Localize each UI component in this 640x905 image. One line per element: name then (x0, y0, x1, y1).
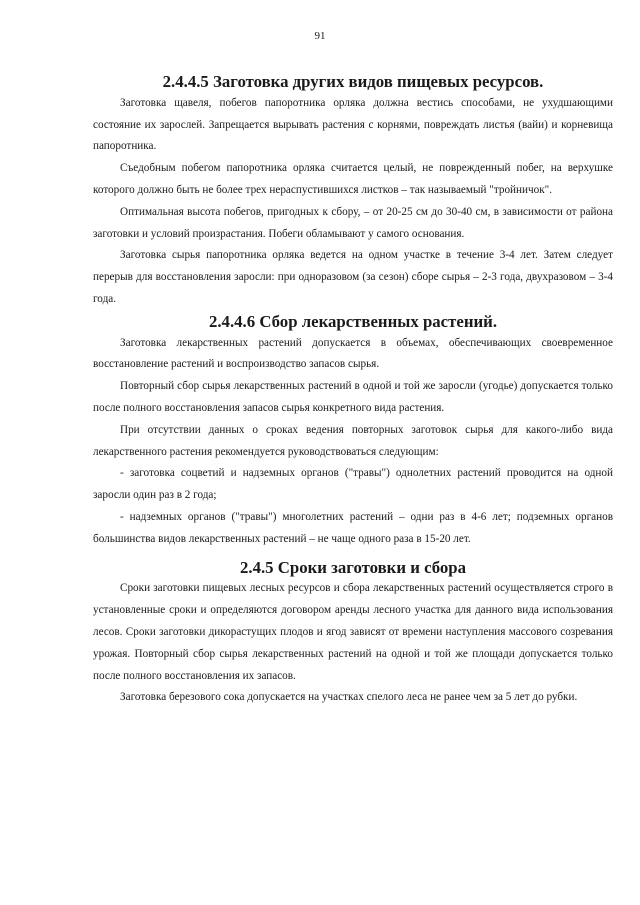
section-other-food-resources (93, 71, 613, 311)
list-item: - надземных органов ("травы") многолетних растений – одни раз в 4-6 лет; подземных органов большинства видов лекарственных растений – не чаще одного раза в 15-20 лет. (93, 510, 613, 545)
paragraph: Повторный сбор сырья лекарственных растений в одной и той же заросли (угодье) допускается только после полного восстановления запасов сырья конкретного вида растения. (93, 380, 613, 414)
section-heading: 2.4.4.5 Заготовка других видов пищевых ресурсов. (162, 72, 544, 91)
paragraph: Заготовка щавеля, побегов папоротника орляка должна вестись способами, не ухудшающими состояние их зарослей. Запрещается вырывать растения с корнями, повреждать листья (вайи) и корневища папоротника. (93, 96, 613, 153)
section-heading: 2.4.5 Сроки заготовки и сбора (239, 557, 467, 577)
document-body (93, 71, 613, 709)
paragraph: Оптимальная высота побегов, пригодных к сбору, – от 20-25 см до 30-40 см, в зависимости от района заготовки и условий произрастания. Побеги обламывают у самого основания. (93, 205, 613, 240)
paragraph: Заготовка березового сока допускается на участках спелого леса не ранее чем за 5 лет до рубки. (120, 691, 578, 704)
paragraph: Заготовка лекарственных растений допускается в объемах, обеспечивающих своевременное восстановление растений и воспроизводство запасов сырья. (93, 336, 613, 371)
paragraph: Съедобным побегом папоротника орляка считается целый, не поврежденный побег, на верхушке которого должно быть не более трех нераспустившихся листков – так называемый "тройничок". (93, 162, 613, 196)
section-heading: 2.4.4.6 Сбор лекарственных растений. (208, 311, 498, 331)
list-item: - заготовка соцветий и надземных органов ("травы") однолетних растений проводится на одной заросли один раз в 2 года; (93, 467, 613, 502)
paragraph: При отсутствии данных о сроках ведения повторных заготовок сырья для какого-либо вида лекарственного растения рекомендуется руководствоваться следующим: (93, 423, 613, 458)
paragraph: Заготовка сырья папоротника орляка ведется на одном участке в течение 3-4 лет. Затем следует перерыв для восстановления заросли: при одноразовом (за сезон) сборе сырья – 2-3 года, двухразовом – 3-4 года. (93, 249, 613, 305)
section-medicinal-plants (93, 311, 613, 551)
paragraph: Сроки заготовки пищевых лесных ресурсов и сбора лекарственных растений осуществляется строго в установленные сроки и определяются договором аренды лесного участка для данного вида использования лесов. Сроки заготовки дикорастущих плодов и ягод зависят от времени наступления массового созревания урожая. Повторный сбор сырья лекарственных растений на одной и той же площади допускается только после полного восстановления их запасов. (93, 582, 613, 682)
page-number: 91 (314, 30, 326, 42)
section-harvest-terms (93, 557, 613, 710)
